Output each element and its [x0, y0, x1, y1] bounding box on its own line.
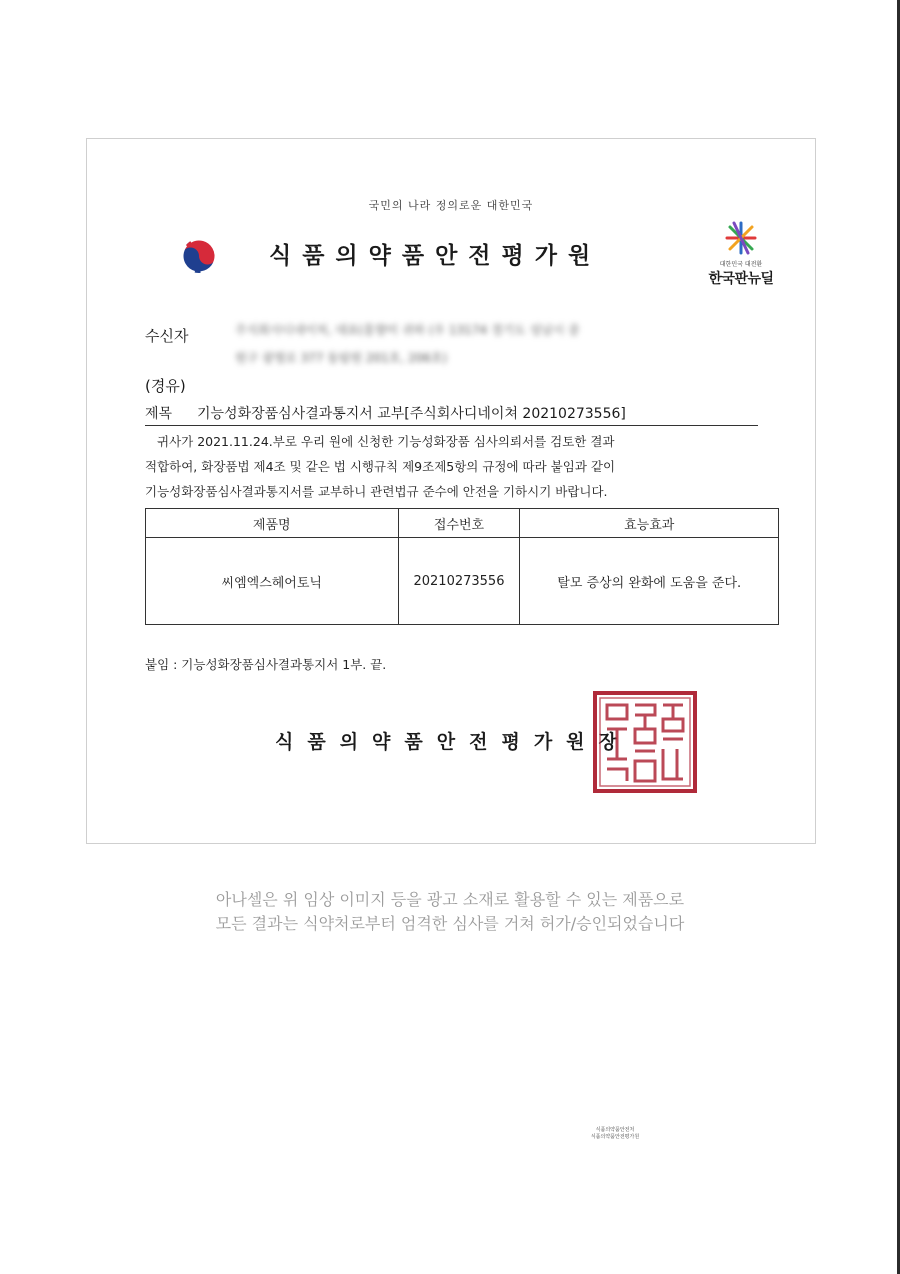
body-paragraph	[145, 429, 785, 504]
recipient-address-line-2: 원구 광명로 377 동탑원 201호, 206호)	[235, 351, 448, 365]
caption-text	[0, 888, 900, 936]
cell-receipt-number: 20210273556	[398, 538, 520, 625]
caption-line: 모든 결과는 식약처로부터 엄격한 심사를 거쳐 허가/승인되었습니다	[215, 914, 685, 933]
signatory-title: 식품의약품안전평가원장	[275, 731, 631, 753]
attachment-note: 붙임 : 기능성화장품심사결과통지서 1부. 끝.	[145, 657, 387, 672]
subject-label: 제목	[145, 406, 173, 422]
korean-new-deal-starburst-icon	[721, 219, 761, 257]
body-line: 적합하여, 화장품법 제4조 및 같은 법 시행규칙 제9조제5항의 규정에 따라 붙임과 같이	[145, 459, 616, 474]
logo-caption-line: 식품의약품안전평가원	[590, 1134, 640, 1140]
government-slogan: 국민의 나라 정의로운 대한민국	[368, 199, 534, 212]
results-table	[145, 508, 779, 625]
header-efficacy: 효능효과	[520, 509, 779, 538]
organization-title: 식품의약품안전평가원	[269, 243, 602, 269]
subject-value: 기능성화장품심사결과통지서 교부[주식회사디네이쳐 20210273556]	[197, 406, 626, 422]
recipient-label: 수신자	[145, 327, 189, 345]
taegeuk-emblem-icon	[180, 237, 218, 275]
subject-line	[145, 403, 758, 426]
cell-efficacy: 탈모 증상의 완화에 도움을 준다.	[520, 538, 779, 625]
new-deal-logo	[699, 219, 783, 288]
logo-caption-line: 식품의약품안전처	[595, 1127, 635, 1133]
table-header-row	[146, 509, 779, 538]
official-seal-stamp	[591, 689, 699, 795]
cell-product-name: 씨엠엑스헤어토닉	[146, 538, 399, 625]
recipient-address-line-1: 주식회사디네이처, 대표(홍향미 귀하 (우 13174 경기도 성남시 중	[235, 323, 580, 337]
table-row	[146, 538, 779, 625]
body-line: 기능성화장품심사결과통지서를 교부하니 관련법규 준수에 안전을 기하시기 바랍니다.	[145, 484, 608, 499]
caption-line: 아나셀은 위 임상 이미지 등을 광고 소재로 활용할 수 있는 제품으로	[215, 890, 685, 909]
new-deal-title: 한국판뉴딜	[708, 271, 774, 287]
header-receipt-number: 접수번호	[398, 509, 520, 538]
new-deal-subtitle: 대한민국 대전환	[719, 261, 763, 268]
header-product-name: 제품명	[146, 509, 399, 538]
via-label: (경유)	[145, 377, 186, 395]
body-line: 귀사가 2021.11.24.부로 우리 원에 신청한 기능성화장품 심사의뢰서를 검토한 결과	[157, 434, 615, 449]
